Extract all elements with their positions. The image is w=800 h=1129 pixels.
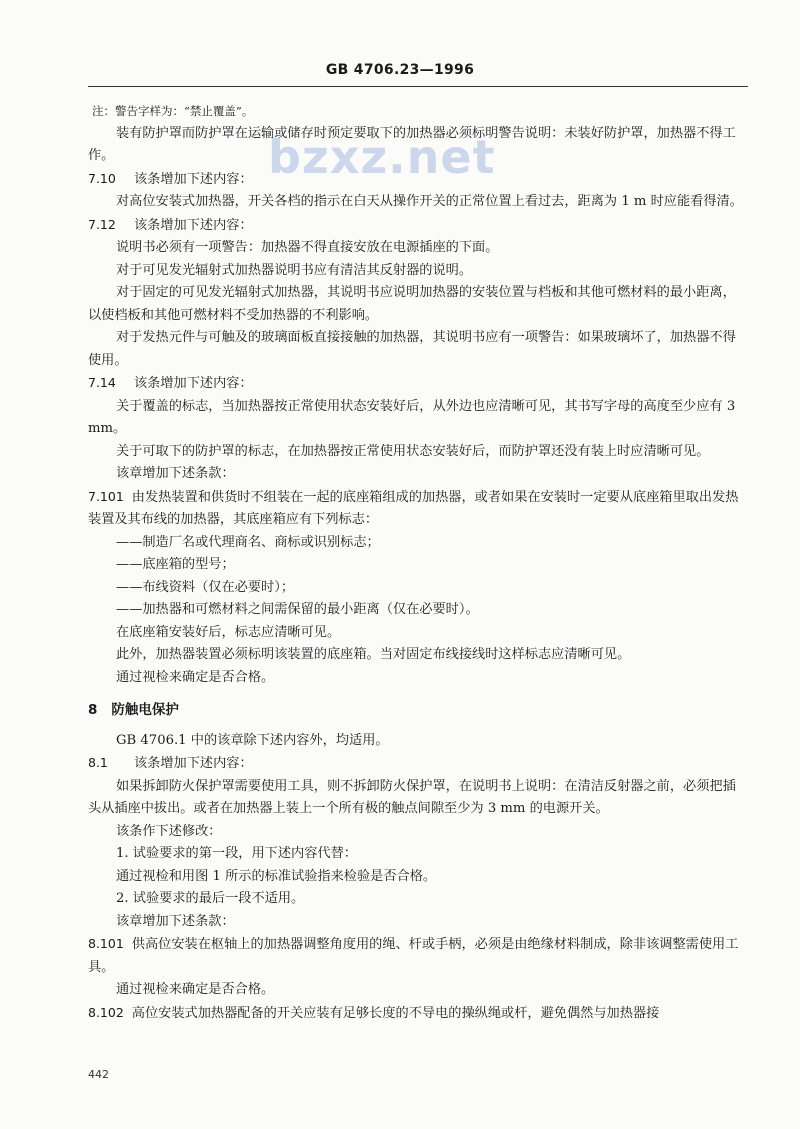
- clause-text: 高位安装式加热器配备的开关应装有足够长度的不导电的操纵绳或杆，避免偶然与加热器接: [131, 1005, 660, 1021]
- list-item: ——底座箱的型号；: [116, 557, 235, 572]
- clause-8-1-paragraph-3: 1. 试验要求的第一段，用下述内容代替：: [116, 846, 357, 861]
- document-body: [88, 100, 748, 1025]
- clause-8-1-paragraph-2: 该条作下述修改：: [116, 823, 222, 839]
- header-rule: [88, 86, 748, 87]
- clause-8-102-paragraph: [88, 1002, 748, 1026]
- clause-number: 7.12: [88, 216, 116, 232]
- clause-7-10-paragraph: 对高位安装式加热器，开关各档的指示在白天从操作开关的正常位置上看过去，距离为 1 m 时应能看得清。: [116, 194, 743, 209]
- clause-label: 该条增加下述内容：: [134, 756, 253, 771]
- page-header: GB 4706.23—1996: [325, 62, 475, 78]
- add-clauses-paragraph: 该章增加下述条款：: [116, 466, 235, 481]
- clause-7-12-heading: [88, 214, 748, 238]
- clause-7-101-paragraph-2: 此外，加热器装置必须标明该装置的底座箱。当对固定布线接线时这样标志应清晰可见。: [116, 647, 631, 662]
- clause-8-1-paragraph-4: 通过视检和用图 1 所示的标准试验指来检验是否合格。: [116, 868, 437, 884]
- clause-7-101-paragraph: [88, 486, 748, 532]
- page-number: 442: [88, 1068, 109, 1081]
- clause-number: 8.1: [88, 755, 108, 770]
- watermark: bzxz.net: [268, 130, 496, 184]
- clause-7-12-paragraph-2: 对于可见发光辐射式加热器说明书应有清洁其反射器的说明。: [116, 262, 473, 278]
- clause-text: 由发热装置和供货时不组装在一起的底座箱组成的加热器，或者如果在安装时一定要从底座箱里取出发热装置及其布线的加热器，其底座箱应有下列标志：: [88, 489, 739, 527]
- clause-number: 7.101: [88, 488, 124, 504]
- clause-label: 该条增加下述内容：: [134, 171, 253, 187]
- clause-7-14-heading: [88, 372, 748, 396]
- clause-8-1-paragraph-5: 2. 试验要求的最后一段不适用。: [116, 891, 305, 906]
- clause-8-1-paragraph-6: 该章增加下述条款：: [116, 913, 235, 929]
- clause-7-12-paragraph-4: 对于发热元件与可触及的玻璃面板直接接触的加热器，其说明书应有一项警告：如果玻璃坏了，加热器不得使用。: [88, 330, 736, 368]
- section-8-title: [88, 699, 748, 722]
- section-number: 8: [88, 702, 98, 718]
- clause-8-101-paragraph: [88, 933, 748, 979]
- clause-number: 8.101: [88, 936, 124, 951]
- clause-8-101-paragraph-1: 通过视检来确定是否合格。: [116, 982, 275, 997]
- list-item: ——制造厂名或代理商名、商标或识别标志；: [116, 534, 380, 550]
- clause-number: 7.14: [88, 375, 116, 390]
- note-text: 注：警告字样为：“禁止覆盖”。: [92, 104, 254, 118]
- cover-warning-paragraph: 装有防护罩而防护罩在运输或储存时预定要取下的加热器必须标明警告说明：未装好防护罩，加热器不得工作。: [88, 125, 736, 163]
- list-item: ——加热器和可燃材料之间需保留的最小距离（仅在必要时）。: [116, 602, 479, 617]
- clause-8-1-heading: [88, 752, 748, 776]
- clause-7-14-paragraph-1: 关于覆盖的标志，当加热器按正常使用状态安装好后，从外边也应清晰可见，其书写字母的高度至少应有 3 mm。: [88, 398, 736, 436]
- clause-label: 该条增加下述内容：: [134, 217, 253, 233]
- clause-7-14-paragraph-2: 关于可取下的防护罩的标志，在加热器按正常使用状态安装好后，而防护罩还没有装上时应清晰可见。: [116, 443, 710, 459]
- clause-8-1-paragraph-1: 如果拆卸防火保护罩需要使用工具，则不拆卸防火保护罩，在说明书上说明：在清洁反射器之前，必须把插头从插座中拔出。或者在加热器上装上一个所有极的触点间隙至少为 3 mm 的电源开关。: [88, 778, 736, 816]
- clause-7-101-paragraph-1: 在底座箱安装好后，标志应清晰可见。: [116, 624, 341, 640]
- clause-number: 7.10: [88, 170, 116, 186]
- clause-7-10-heading: [88, 168, 748, 192]
- list-item: ——布线资料（仅在必要时）；: [116, 579, 295, 595]
- clause-label: 该条增加下述内容：: [134, 376, 253, 391]
- clause-7-12-paragraph-1: 说明书必须有一项警告：加热器不得直接安放在电源插座的下面。: [116, 240, 499, 255]
- clause-7-101-paragraph-3: 通过视检来确定是否合格。: [116, 669, 275, 685]
- section-title-text: 防触电保护: [111, 702, 179, 718]
- clause-7-12-paragraph-3: 对于固定的可见发光辐射式加热器，其说明书应说明加热器的安装位置与档板和其他可燃材料的最小距离，以使档板和其他可燃材料不受加热器的不利影响。: [88, 285, 736, 323]
- section-8-intro: GB 4706.1 中的该章除下述内容外，均适用。: [116, 732, 389, 748]
- clause-number: 8.102: [88, 1004, 124, 1020]
- clause-text: 供高位安装在枢轴上的加热器调整角度用的绳、杆或手柄，必须是由绝缘材料制成，除非该调整需使用工具。: [88, 937, 739, 975]
